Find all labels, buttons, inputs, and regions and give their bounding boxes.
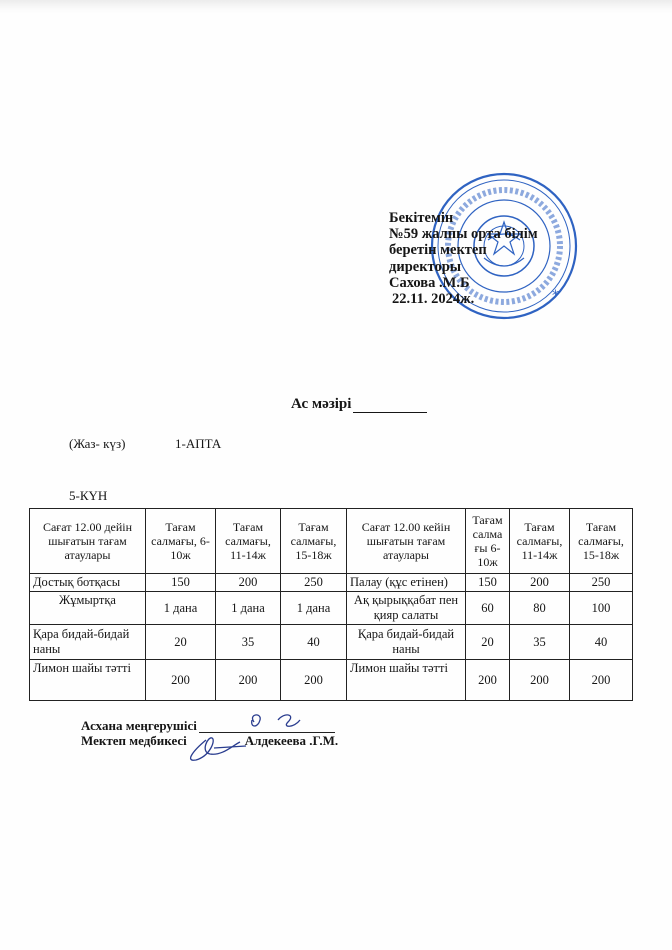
day-label: 5-КҮН: [69, 488, 108, 503]
table-cell: 40: [570, 625, 633, 660]
cook-signature-line: [81, 718, 338, 733]
table-cell: 1 дана: [281, 592, 347, 625]
table-cell: 200: [216, 574, 281, 592]
table-cell: 150: [146, 574, 216, 592]
table-cell: 40: [281, 625, 347, 660]
table-cell: 20: [466, 625, 510, 660]
table-cell: 60: [466, 592, 510, 625]
table-cell: 1 дана: [146, 592, 216, 625]
table-cell: Палау (құс етінен): [347, 574, 466, 592]
table-cell: 150: [466, 574, 510, 592]
table-cell: 200: [510, 574, 570, 592]
nurse-label: Мектеп медбикесі: [81, 733, 187, 748]
school-name: №59 жалпы орта білім: [389, 226, 538, 243]
header-cell: Сағат 12.00 кейін шығатын тағам атаулары: [347, 509, 466, 574]
table-cell: Қара бидай-бидай наны: [30, 625, 146, 660]
table-cell: Лимон шайы тәтті: [347, 660, 466, 701]
approval-heading: Бекітемін: [389, 210, 454, 226]
table-cell: 35: [510, 625, 570, 660]
table-cell: 100: [570, 592, 633, 625]
table-row: [30, 625, 633, 660]
approval-block: [389, 210, 538, 307]
director-title: директоры: [389, 258, 462, 275]
nurse-signature-line: [81, 733, 338, 748]
table-row: [30, 660, 633, 701]
week-label: 1-АПТА: [175, 436, 222, 451]
table-cell: Лимон шайы тәтті: [30, 660, 146, 701]
table-cell: 200: [146, 660, 216, 701]
signature-block: [81, 718, 338, 748]
table-cell: 250: [570, 574, 633, 592]
scan-shadow: [0, 0, 672, 14]
table-cell: 200: [281, 660, 347, 701]
header-cell: Тағам салмағы, 6-10ж: [146, 509, 216, 574]
table-cell: Ақ қырыққабат пен қияр салаты: [347, 592, 466, 625]
approval-date: 22.11. 2024ж.: [392, 290, 475, 307]
menu-title-text: Ас мәзірі: [291, 396, 352, 412]
menu-table: [29, 508, 633, 701]
header-cell: Тағам салмағы, 15-18ж: [281, 509, 347, 574]
header-cell: Тағам салмағы, 11-14ж: [510, 509, 570, 574]
table-cell: 1 дана: [216, 592, 281, 625]
table-cell: 200: [570, 660, 633, 701]
season-label: (Жаз- күз): [69, 436, 126, 451]
table-row: [30, 592, 633, 625]
header-cell: Тағам салмағы, 11-14ж: [216, 509, 281, 574]
svg-text:*: *: [552, 288, 559, 304]
table-cell: 35: [216, 625, 281, 660]
signature-blank: [199, 720, 335, 733]
header-cell: Тағам салма ғы 6-10ж: [466, 509, 510, 574]
table-cell: 200: [216, 660, 281, 701]
table-cell: 250: [281, 574, 347, 592]
table-cell: Достық ботқасы: [30, 574, 146, 592]
table-cell: 200: [466, 660, 510, 701]
table-cell: 200: [510, 660, 570, 701]
school-type: беретін мектеп: [389, 242, 487, 259]
nurse-name: Алдекеева .Г.М.: [244, 733, 339, 748]
table-cell: Қара бидай-бидай наны: [347, 625, 466, 660]
table-row: [30, 574, 633, 592]
table-cell: 80: [510, 592, 570, 625]
header-cell: Тағам салмағы, 15-18ж: [570, 509, 633, 574]
director-name: Сахова .М.Б: [389, 274, 470, 291]
cook-label: Асхана меңгерушісі: [81, 718, 197, 733]
table-cell: 20: [146, 625, 216, 660]
table-header-row: [30, 509, 633, 574]
menu-title-blank: [353, 398, 427, 413]
table-cell: Жұмыртқа: [30, 592, 146, 625]
header-cell: Сағат 12.00 дейін шығатын тағам атаулары: [30, 509, 146, 574]
menu-title: [291, 396, 427, 413]
